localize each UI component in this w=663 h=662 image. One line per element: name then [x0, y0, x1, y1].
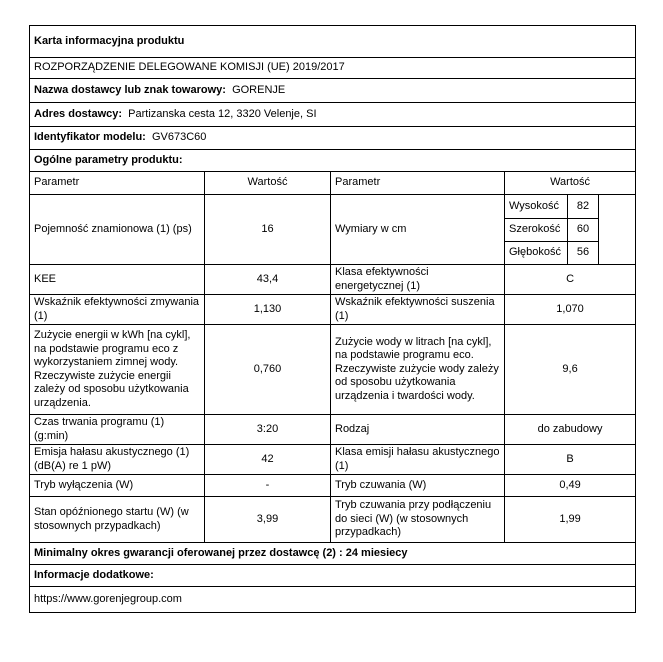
energy-consumption-value: 0,760 [205, 325, 331, 415]
eei-value: 43,4 [205, 265, 331, 295]
model-label: Identyfikator modelu: [34, 131, 146, 144]
supplier-label: Nazwa dostawcy lub znak towarowy: [34, 83, 226, 96]
drying-label: Wskaźnik efektywności suszenia (1) [331, 295, 505, 325]
off-mode-value: - [205, 475, 331, 497]
model-row [30, 127, 636, 150]
noise-label: Emisja hałasu akustycznego (1) (dB(A) re 1 pW) [30, 445, 205, 475]
energy-class-label: Klasa efektywności energetycznej (1) [331, 265, 505, 295]
model-value: GV673C60 [151, 131, 207, 144]
type-label: Rodzaj [331, 415, 505, 445]
supplier-value: GORENJE [232, 83, 286, 96]
height-value: 82 [568, 195, 599, 219]
energy-consumption-label: Zużycie energii w kWh [na cykl], na podstawie programu eco z wykorzystaniem zimnej wody. Rzeczywiste zużycie energii zależy od sposobu użytkowania urządzenia. [30, 325, 205, 415]
water-consumption-label: Zużycie wody w litrach [na cykl], na podstawie programu eco. Rzeczywiste zużycie wody zależy od sposobu użytkowania urządzenia i twardości wody. [331, 325, 505, 415]
cleaning-value: 1,130 [205, 295, 331, 325]
noise-class-label: Klasa emisji hałasu akustycznego (1) [331, 445, 505, 475]
standby-label: Tryb czuwania (W) [331, 475, 505, 497]
drying-value: 1,070 [505, 295, 636, 325]
general-params-heading: Ogólne parametry produktu: [30, 150, 636, 172]
supplier-row [30, 79, 636, 103]
capacity-label: Pojemność znamionowa (1) (ps) [30, 195, 205, 265]
width-value: 60 [568, 219, 599, 242]
header-value-left: Wartość [205, 172, 331, 195]
address-label: Adres dostawcy: [34, 107, 123, 120]
program-duration-label: Czas trwania programu (1) (g:min) [30, 415, 205, 445]
type-value: do zabudowy [505, 415, 636, 445]
address-row [30, 103, 636, 127]
delay-start-label: Stan opóźnionego startu (W) (w stosownych przypadkach) [30, 497, 205, 543]
height-label: Wysokość [505, 195, 568, 219]
standby-value: 0,49 [505, 475, 636, 497]
networked-standby-value: 1,99 [505, 497, 636, 543]
energy-class-value: C [505, 265, 636, 295]
dimensions-label: Wymiary w cm [331, 195, 505, 265]
warranty-text: Minimalny okres gwarancji oferowanej przez dostawcę (2) : 24 miesiecy [30, 543, 636, 565]
noise-class-value: B [505, 445, 636, 475]
depth-value: 56 [568, 242, 599, 265]
capacity-value: 16 [205, 195, 331, 265]
width-label: Szerokość [505, 219, 568, 242]
noise-value: 42 [205, 445, 331, 475]
cleaning-label: Wskaźnik efektywności zmywania (1) [30, 295, 205, 325]
networked-standby-label: Tryb czuwania przy podłączeniu do sieci (W) (w stosownych przypadkach) [331, 497, 505, 543]
water-consumption-value: 9,6 [505, 325, 636, 415]
header-param-left: Parametr [30, 172, 205, 195]
header-value-right: Wartość [505, 172, 636, 195]
header-param-right: Parametr [331, 172, 505, 195]
product-info-sheet [29, 25, 636, 613]
dimensions-spacer [599, 195, 636, 265]
depth-label: Głębokość [505, 242, 568, 265]
page-title: Karta informacyjna produktu [30, 26, 636, 58]
address-value: Partizanska cesta 12, 3320 Velenje, SI [128, 107, 317, 120]
regulation-text: ROZPORZĄDZENIE DELEGOWANE KOMISJI (UE) 2019/2017 [30, 58, 636, 79]
program-duration-value: 3:20 [205, 415, 331, 445]
website-link[interactable]: https://www.gorenjegroup.com [30, 587, 636, 613]
delay-start-value: 3,99 [205, 497, 331, 543]
additional-info-heading: Informacje dodatkowe: [30, 565, 636, 587]
eei-label: KEE [30, 265, 205, 295]
off-mode-label: Tryb wyłączenia (W) [30, 475, 205, 497]
